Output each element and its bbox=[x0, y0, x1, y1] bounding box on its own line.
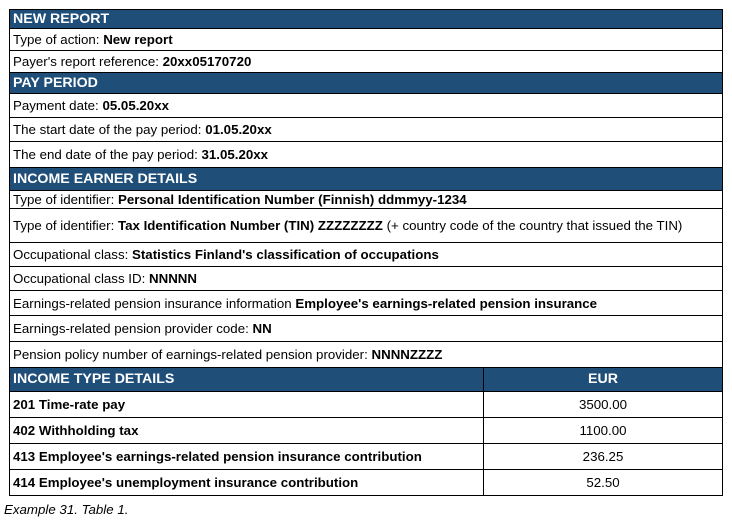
table-row bbox=[10, 418, 723, 444]
field-label: Payment date: bbox=[13, 98, 103, 113]
report-table bbox=[9, 9, 723, 496]
section-header-new-report bbox=[10, 10, 723, 29]
field-value: Personal Identification Number (Finnish) ddmmyy-1234 bbox=[117, 192, 467, 207]
income-type-label: 414 Employee's unemployment insurance contribution bbox=[13, 475, 359, 490]
field-value: Statistics Finland's classification of occupations bbox=[132, 247, 439, 262]
field-label: The end date of the pay period: bbox=[13, 147, 202, 162]
field-cell bbox=[10, 209, 723, 243]
field-note: (+ country code of the country that issued the TIN) bbox=[382, 218, 683, 233]
table-row bbox=[10, 243, 723, 267]
income-type-cell bbox=[10, 418, 484, 444]
field-label: Earnings-related pension insurance information bbox=[13, 295, 296, 311]
field-value: 01.05.20xx bbox=[205, 122, 272, 137]
field-label: Type of identifier: bbox=[13, 218, 118, 233]
field-cell bbox=[10, 342, 723, 368]
section-header-income-earner bbox=[10, 168, 723, 191]
field-label: Type of identifier: bbox=[13, 192, 118, 207]
table-row bbox=[10, 267, 723, 291]
field-value: 31.05.20xx bbox=[201, 147, 269, 162]
table-row bbox=[10, 291, 723, 316]
table-row bbox=[10, 94, 723, 118]
field-label: Earnings-related pension provider code: bbox=[13, 321, 253, 336]
amount-cell: 3500.00 bbox=[484, 392, 723, 418]
section-title: INCOME EARNER DETAILS bbox=[10, 168, 723, 191]
currency-header: EUR bbox=[484, 368, 723, 392]
field-value: 20xx05170720 bbox=[162, 54, 252, 69]
field-value: NNNNN bbox=[148, 271, 197, 286]
field-label: Pension policy number of earnings-related pension provider: bbox=[13, 347, 372, 362]
field-cell bbox=[10, 51, 723, 73]
table-row bbox=[10, 392, 723, 418]
field-cell bbox=[10, 118, 723, 142]
field-label: Payer's report reference: bbox=[13, 54, 163, 69]
field-value: NN bbox=[252, 321, 272, 336]
amount-cell: 52.50 bbox=[484, 470, 723, 496]
income-type-label: 413 Employee's earnings-related pension insurance contribution bbox=[13, 449, 422, 464]
field-value: Tax Identification Number (TIN) ZZZZZZZZ bbox=[117, 218, 383, 233]
section-header-pay-period bbox=[10, 73, 723, 94]
income-type-label: 402 Withholding tax bbox=[13, 423, 139, 438]
section-header-income-types bbox=[10, 368, 723, 392]
section-title: PAY PERIOD bbox=[10, 73, 723, 94]
income-type-cell bbox=[10, 392, 484, 418]
income-type-cell bbox=[10, 444, 484, 470]
table-row bbox=[10, 191, 723, 209]
field-value: New report bbox=[103, 32, 173, 47]
amount-cell: 1100.00 bbox=[484, 418, 723, 444]
field-cell bbox=[10, 142, 723, 168]
field-label: The start date of the pay period: bbox=[13, 122, 206, 137]
income-type-cell bbox=[10, 470, 484, 496]
table-row bbox=[10, 118, 723, 142]
table-row bbox=[10, 316, 723, 342]
table-caption: Example 31. Table 1. bbox=[4, 502, 129, 517]
field-cell bbox=[10, 316, 723, 342]
amount-cell: 236.25 bbox=[484, 444, 723, 470]
field-cell bbox=[10, 243, 723, 267]
table-row bbox=[10, 51, 723, 73]
field-label: Occupational class ID: bbox=[13, 271, 149, 286]
income-type-label: 201 Time-rate pay bbox=[13, 397, 126, 412]
table-row bbox=[10, 29, 723, 51]
field-cell bbox=[10, 94, 723, 118]
table-row bbox=[10, 470, 723, 496]
field-value: Employee's earnings-related pension insurance bbox=[295, 295, 598, 311]
field-cell bbox=[10, 267, 723, 291]
table-row bbox=[10, 209, 723, 243]
field-cell bbox=[10, 191, 723, 209]
table-row bbox=[10, 142, 723, 168]
table-row bbox=[10, 342, 723, 368]
table-row bbox=[10, 444, 723, 470]
field-cell bbox=[10, 29, 723, 51]
field-label: Type of action: bbox=[13, 32, 104, 47]
section-title: INCOME TYPE DETAILS bbox=[10, 368, 484, 392]
field-value: NNNNZZZZ bbox=[371, 347, 443, 362]
field-cell bbox=[10, 291, 723, 316]
field-label: Occupational class: bbox=[13, 247, 132, 262]
section-title: NEW REPORT bbox=[10, 10, 723, 29]
field-value: 05.05.20xx bbox=[102, 98, 169, 113]
